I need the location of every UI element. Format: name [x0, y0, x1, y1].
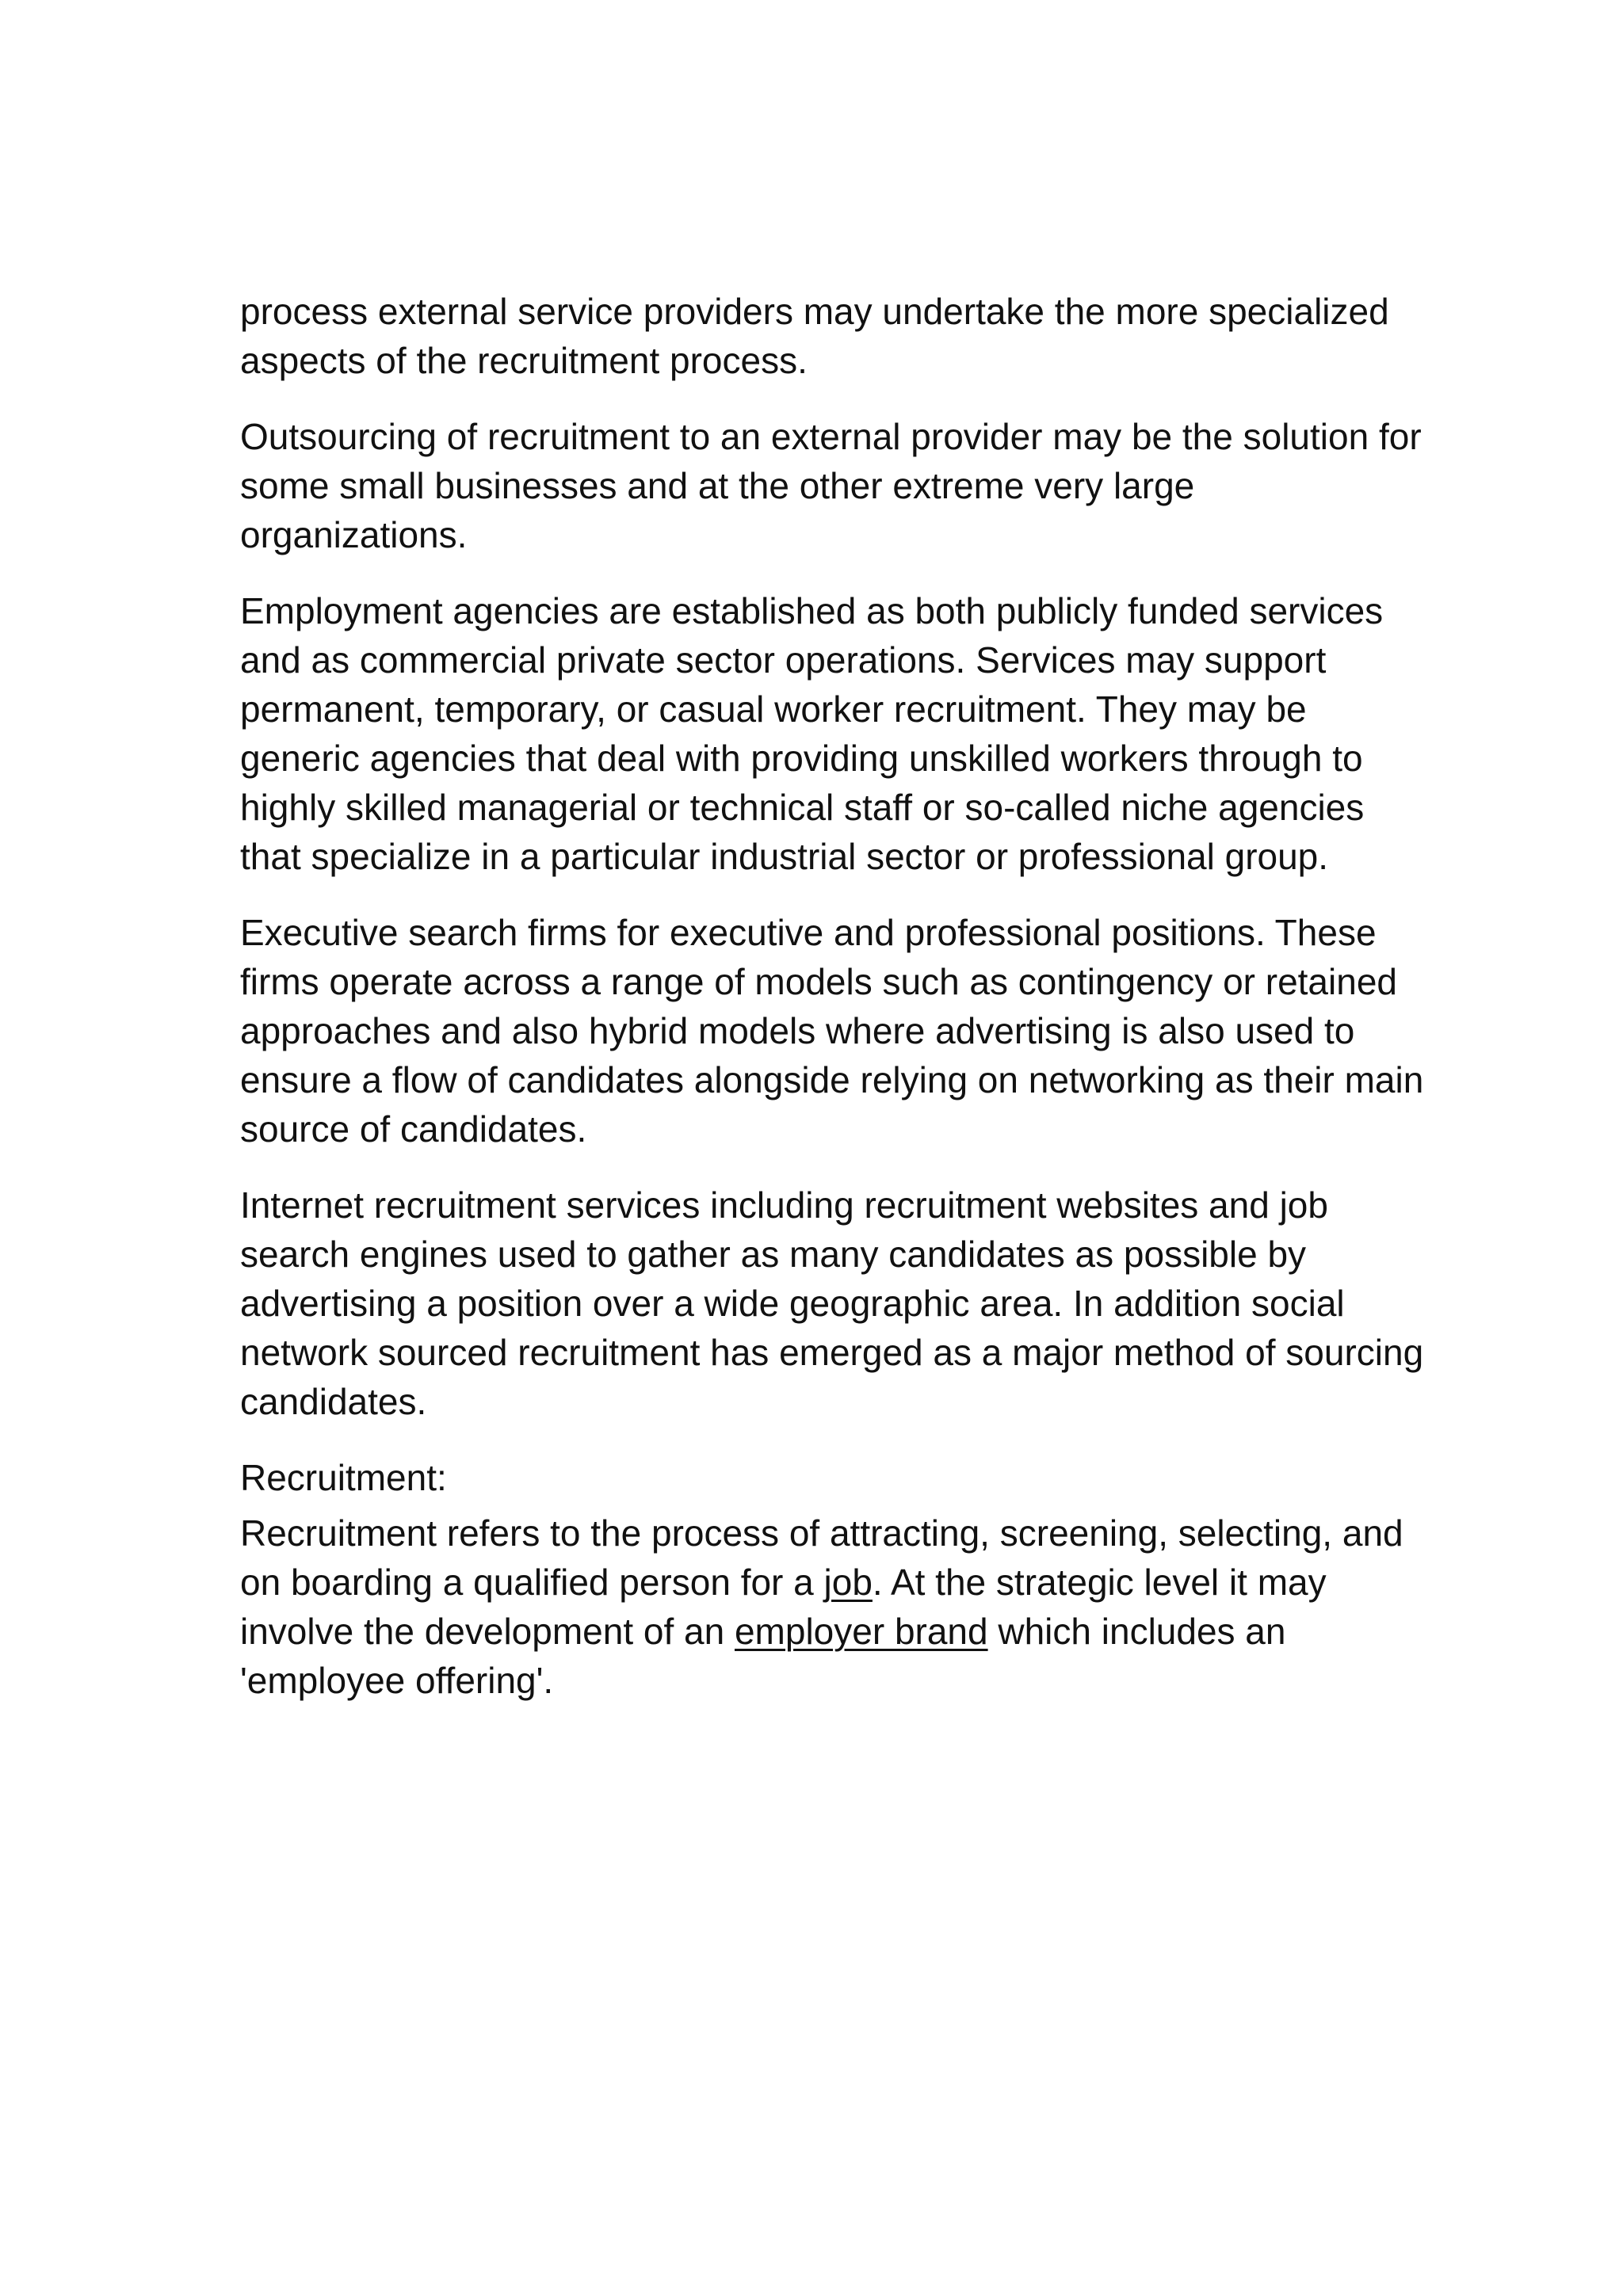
recruitment-definition	[240, 1508, 1429, 1705]
job-link[interactable]: job	[823, 1562, 873, 1603]
recruitment-definition-text-3: which includes an 'employee offering'.	[240, 1611, 1286, 1701]
recruitment-definition-text-2: . At the strategic level it may involve the development of an	[240, 1562, 1327, 1652]
paragraph-external-providers: process external service providers may undertake the more specialized aspects of the recruitment process.	[240, 291, 1389, 381]
paragraph-employment-agencies: Employment agencies are established as both publicly funded services and as commercial private sector operations. Services may support permanent, temporary, or casual worker recruitment. They may be generic agencies that deal with providing unskilled workers through to highly skilled managerial or technical staff or so-called niche agencies that specialize in a particular industrial sector or professional group.	[240, 590, 1384, 877]
recruitment-heading: Recruitment:	[240, 1457, 447, 1498]
paragraph-executive-search: Executive search firms for executive and professional positions. These firms operate across a range of models such as contingency or retained approaches and also hybrid models where advertising is also used to ensure a flow of candidates alongside relying on networking as their main source of candidates.	[240, 912, 1424, 1150]
recruitment-definition-text-1: Recruitment refers to the process of attracting, screening, selecting, and on boarding a qualified person for a	[240, 1512, 1403, 1603]
paragraph-internet-recruitment: Internet recruitment services including recruitment websites and job search engines used to gather as many candidates as possible by advertising a position over a wide geographic area. In addition social network sourced recruitment has emerged as a major method of sourcing candidates.	[240, 1184, 1424, 1422]
employer-brand-link[interactable]: employer brand	[734, 1611, 988, 1652]
document-body	[240, 287, 1429, 1732]
paragraph-outsourcing: Outsourcing of recruitment to an external provider may be the solution for some small businesses and at the other extreme very large organizations.	[240, 416, 1422, 555]
